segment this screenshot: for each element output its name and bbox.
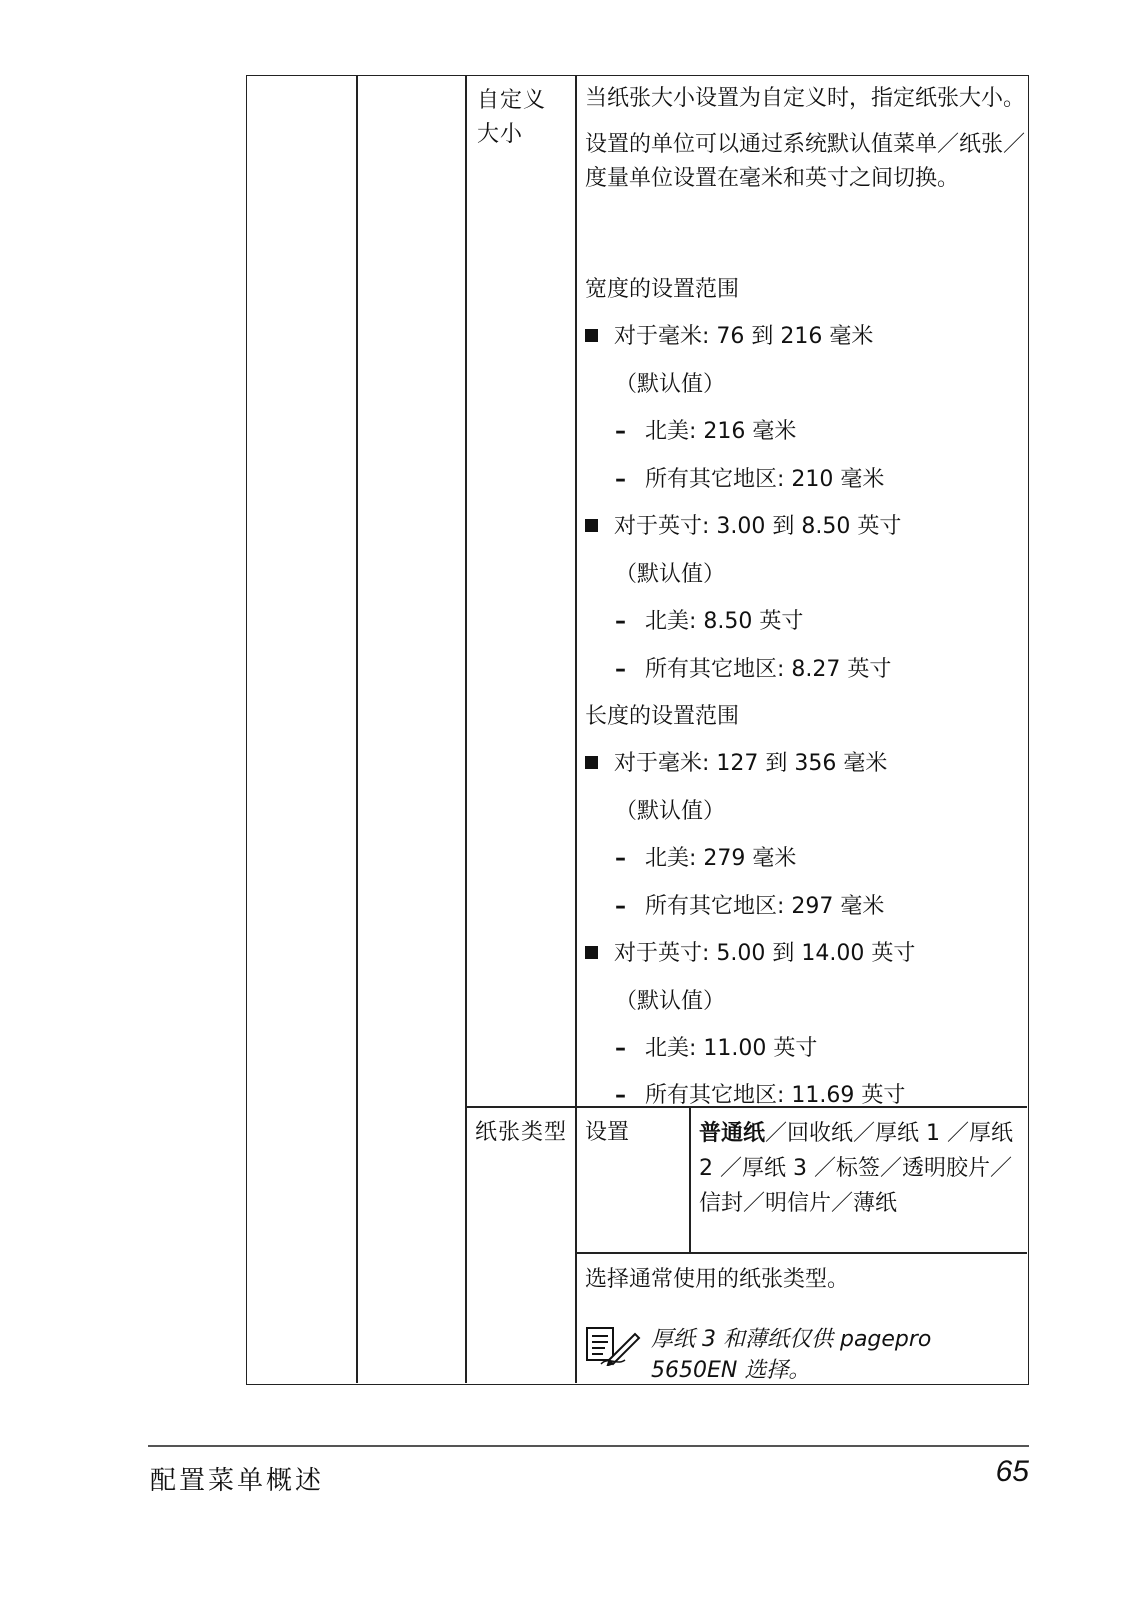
length-in-text: 对于英寸: 5.00 到 14.00 英寸 [614,941,916,966]
length-in-other-item [615,1078,905,1109]
paper-type-default: 普通纸 [699,1120,766,1146]
width-in-default: （默认值） [615,562,726,587]
note-text: 厚纸 3 和薄纸仅供 pagepro 5650EN 选择。 [651,1327,932,1383]
settings-table [246,75,1029,1385]
dash-bullet-icon: – [615,894,626,919]
footer-title: 配置菜单概述 [150,1466,325,1496]
length-in-other-text: 所有其它地区: 11.69 英寸 [645,1083,906,1108]
length-in-na-text: 北美: 11.00 英寸 [645,1036,818,1061]
dash-bullet-icon: – [615,419,626,444]
dash-bullet-icon: – [615,1083,626,1108]
dash-bullet-icon: – [615,467,626,492]
bullet-square-icon [585,329,598,342]
column-divider [575,76,577,1383]
row-divider [575,1252,1027,1254]
length-mm-na-text: 北美: 279 毫米 [645,846,797,871]
width-in-other-text: 所有其它地区: 8.27 英寸 [645,657,892,682]
bullet-square-icon [585,756,598,769]
width-mm-text: 对于毫米: 76 到 216 毫米 [614,324,874,349]
width-mm-na-item [615,414,796,445]
width-in-na-item [615,604,803,635]
paper-type-description: 选择通常使用的纸张类型。 [585,1267,850,1292]
width-mm-other-item [615,462,884,493]
custom-size-description [585,82,1025,196]
dash-bullet-icon: – [615,846,626,871]
paper-type-label: 纸张类型 [475,1120,568,1145]
page-number: 65 [995,1455,1029,1488]
length-heading: 长度的设置范围 [585,704,740,729]
width-in-text: 对于英寸: 3.00 到 8.50 英寸 [614,514,902,539]
width-mm-default: （默认值） [615,372,726,397]
footer-rule [148,1445,1029,1447]
custom-size-label: 自定义大小 [477,88,547,147]
length-in-default: （默认值） [615,989,726,1014]
dash-bullet-icon: – [615,609,626,634]
length-in-na-item [615,1031,817,1062]
dash-bullet-icon: – [615,1036,626,1061]
width-in-other-item [615,652,891,683]
dash-bullet-icon: – [615,657,626,682]
length-mm-other-item [615,889,884,920]
length-mm-other-text: 所有其它地区: 297 毫米 [645,894,885,919]
width-in-item [585,509,901,540]
length-mm-text: 对于毫米: 127 到 356 毫米 [614,751,888,776]
length-mm-item [585,746,887,777]
note-pencil-icon [585,1326,641,1366]
width-mm-item [585,319,873,350]
bullet-square-icon [585,946,598,959]
setting-label: 设置 [585,1120,630,1145]
width-mm-na-text: 北美: 216 毫米 [645,419,797,444]
length-mm-default: （默认值） [615,799,726,824]
bullet-square-icon [585,519,598,532]
length-mm-na-item [615,841,796,872]
length-in-item [585,936,915,967]
column-divider [465,76,467,1383]
width-heading: 宽度的设置范围 [585,277,740,302]
paper-type-options [699,1116,1025,1221]
width-mm-other-text: 所有其它地区: 210 毫米 [645,467,885,492]
width-in-na-text: 北美: 8.50 英寸 [645,609,804,634]
column-divider [356,76,358,1383]
column-divider [689,1106,691,1252]
custom-size-desc-2: 设置的单位可以通过系统默认值菜单／纸张／度量单位设置在毫米和英寸之间切换。 [585,132,1026,191]
paper-type-others: ／回收纸／厚纸 1 ／厚纸 2 ／厚纸 3 ／标签／透明胶片／信封／明信片／薄纸 [699,1121,1013,1216]
custom-size-desc-1: 当纸张大小设置为自定义时，指定纸张大小。 [585,86,1026,111]
